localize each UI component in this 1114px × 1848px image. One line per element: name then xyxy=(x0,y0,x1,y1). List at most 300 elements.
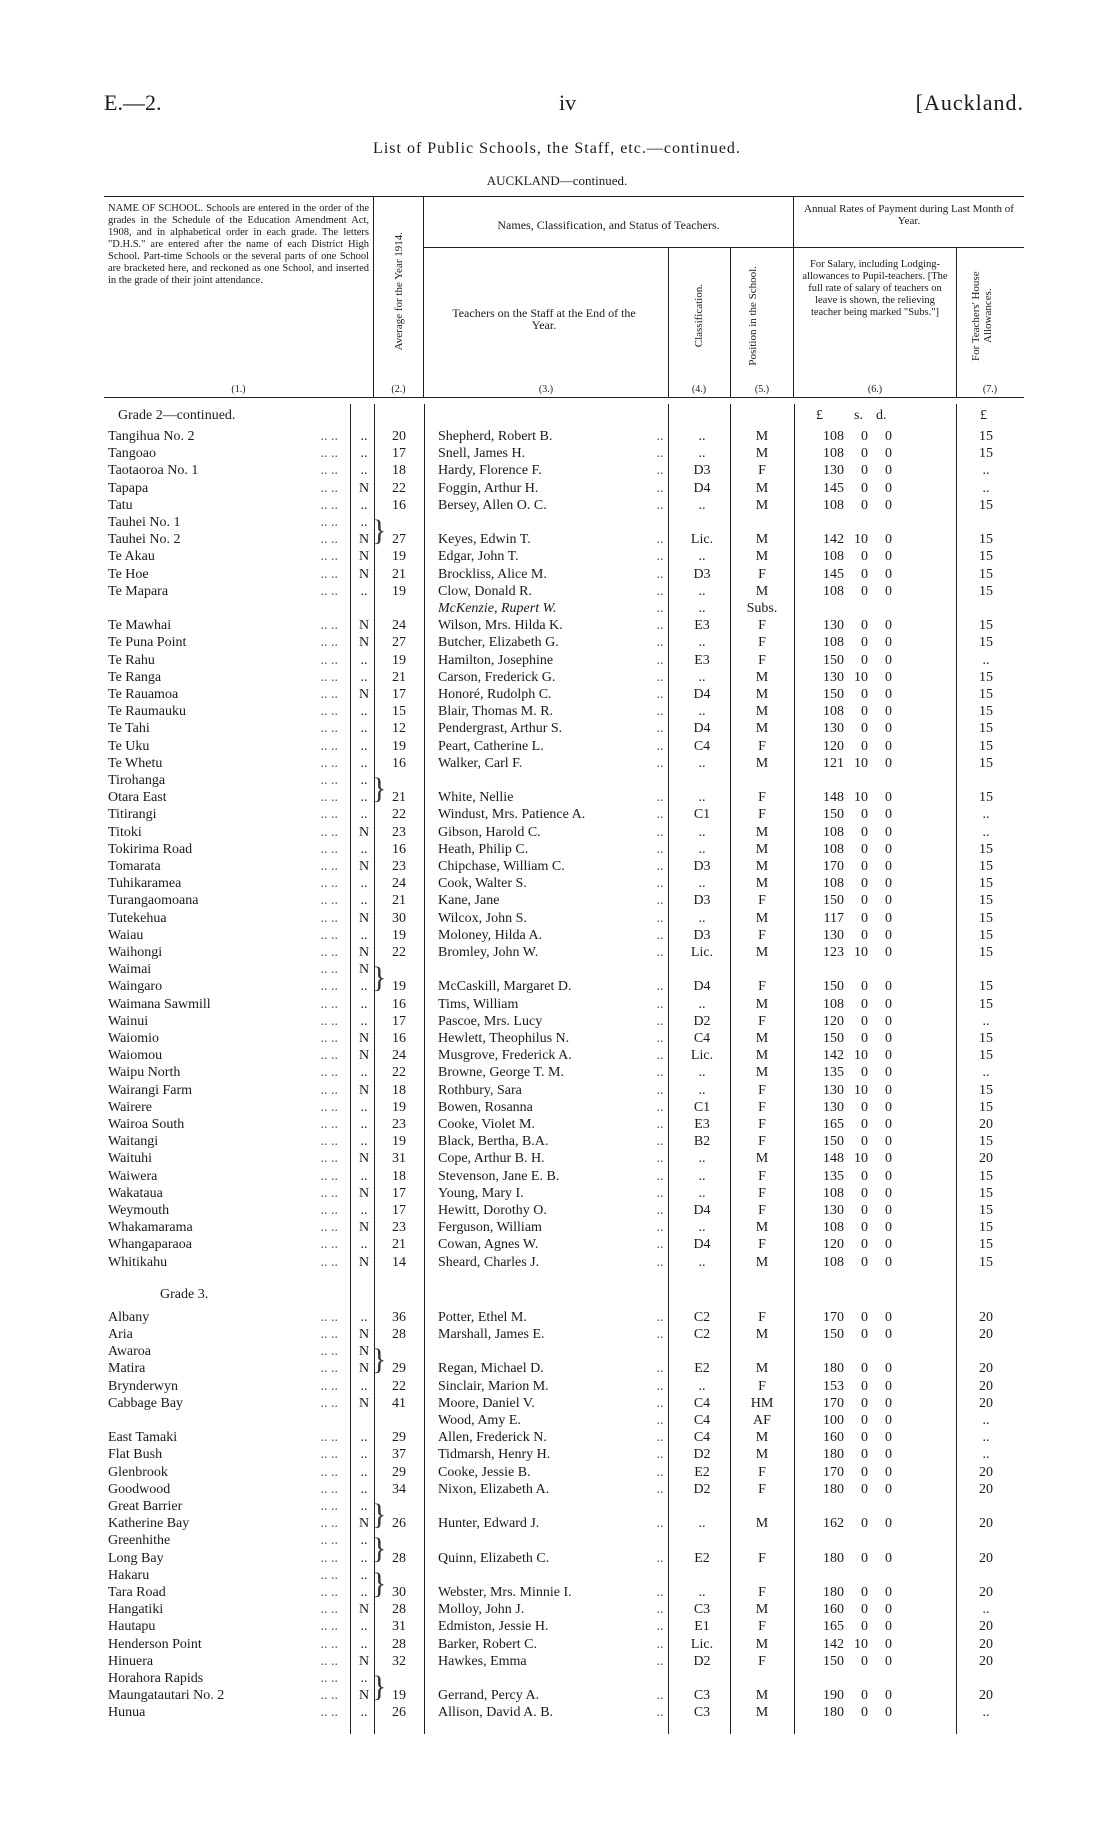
position: M xyxy=(755,480,769,496)
salary-pence: 0 xyxy=(885,996,892,1012)
salary-shillings: 0 xyxy=(861,1168,868,1184)
table-row xyxy=(104,1030,1024,1047)
dhs-mark: .. xyxy=(360,1378,368,1394)
house-allowance: 15 xyxy=(979,841,993,857)
salary-shillings: 0 xyxy=(861,1327,868,1342)
average-attendance: 36 xyxy=(392,1309,406,1325)
school-name: Tauhei No. 2 .. .. xyxy=(108,532,338,548)
average-attendance: 16 xyxy=(392,1031,406,1046)
position: F xyxy=(758,463,766,479)
position: F xyxy=(758,1117,766,1132)
school-name: Whangaparaoa .. .. xyxy=(108,1237,338,1253)
teacher-name: Foggin, Arthur H. xyxy=(438,480,539,496)
position: F xyxy=(758,635,766,651)
house-allowance: 15 xyxy=(979,1082,993,1098)
salary-shillings: 0 xyxy=(861,1099,868,1115)
dhs-mark: N xyxy=(358,1031,370,1046)
dhs-mark: .. xyxy=(360,1636,368,1652)
bracket-brace: } xyxy=(372,772,387,805)
table-row xyxy=(104,1687,1024,1704)
house-allowance: 15 xyxy=(979,669,993,685)
leader-dots: .. .. xyxy=(320,893,338,909)
teacher-name: Shepherd, Robert B. xyxy=(438,429,553,444)
salary-shillings: 0 xyxy=(861,1653,868,1669)
salary-shillings: 0 xyxy=(861,1237,868,1253)
average-attendance: 24 xyxy=(392,1048,406,1064)
table-row xyxy=(104,1236,1024,1253)
table-row xyxy=(104,1601,1024,1618)
house-allowance: 15 xyxy=(979,738,993,754)
salary-shillings: 0 xyxy=(861,841,868,857)
salary-pounds: 142 xyxy=(823,1048,844,1064)
leader-dots: .. .. xyxy=(320,1705,338,1721)
salary-pounds: 150 xyxy=(823,1327,844,1342)
salary-pence: 0 xyxy=(885,1134,892,1150)
position: M xyxy=(755,446,769,462)
position: M xyxy=(755,859,769,874)
teacher-name: Hewitt, Dorothy O. xyxy=(438,1203,547,1218)
table-row xyxy=(104,1202,1024,1219)
bracket-brace: } xyxy=(372,1670,387,1703)
teacher-name: Moloney, Hilda A. xyxy=(438,927,543,943)
leader-dots: .. .. xyxy=(320,497,338,513)
school-name: Katherine Bay .. .. xyxy=(108,1516,338,1532)
teacher-leader-dots: .. xyxy=(656,463,664,479)
leader-dots: .. .. xyxy=(320,549,338,565)
salary-pence: 0 xyxy=(885,1185,892,1201)
school-name: Waimai .. .. xyxy=(108,962,338,978)
school-name: Goodwood .. .. xyxy=(108,1481,338,1497)
col-name-header xyxy=(104,197,374,397)
position: M xyxy=(755,1430,769,1446)
table-row xyxy=(104,600,1024,617)
leader-dots: .. .. xyxy=(320,1499,338,1514)
classification: .. xyxy=(698,1516,706,1532)
salary-pence: 0 xyxy=(885,429,892,444)
average-attendance: 15 xyxy=(392,704,406,720)
classification: C4 xyxy=(693,1413,711,1428)
salary-pence: 0 xyxy=(885,721,892,737)
table-row xyxy=(104,703,1024,720)
salary-shillings: 0 xyxy=(861,1134,868,1150)
salary-pounds: 142 xyxy=(823,1636,844,1652)
salary-shillings: 0 xyxy=(861,1688,868,1704)
house-allowance: 20 xyxy=(979,1585,993,1600)
teacher-leader-dots: .. xyxy=(656,1013,664,1029)
teacher-name: Chipchase, William C. xyxy=(438,859,565,874)
classification: D4 xyxy=(693,480,711,496)
leader-dots: .. .. xyxy=(320,738,338,754)
table-row xyxy=(104,566,1024,583)
leader-dots: .. .. xyxy=(320,1151,338,1167)
table-row xyxy=(104,652,1024,669)
salary-pence: 0 xyxy=(885,1168,892,1184)
house-allowance: .. xyxy=(982,1413,990,1428)
school-name: Horahora Rapids .. .. xyxy=(108,1671,338,1686)
salary-pence: 0 xyxy=(885,1413,892,1428)
house-allowance: 15 xyxy=(979,1099,993,1115)
table-row xyxy=(104,428,1024,445)
classification: .. xyxy=(698,1151,706,1167)
position: M xyxy=(755,583,769,599)
dhs-mark: .. xyxy=(360,1550,368,1566)
average-attendance: 31 xyxy=(392,1151,406,1167)
table-row xyxy=(104,858,1024,875)
teacher-leader-dots: .. xyxy=(656,841,664,857)
salary-pounds: 160 xyxy=(823,1602,844,1618)
dhs-mark: .. xyxy=(360,738,368,754)
salary-shillings: 10 xyxy=(854,945,868,960)
salary-pence: 0 xyxy=(885,910,892,926)
teacher-leader-dots: .. xyxy=(656,652,664,668)
house-allowance: 20 xyxy=(979,1151,993,1167)
col-salary-num: (6.) xyxy=(867,384,883,395)
dhs-mark: .. xyxy=(360,807,368,823)
teacher-name: Moore, Daniel V. xyxy=(438,1395,535,1411)
house-allowance: .. xyxy=(982,1705,990,1721)
position: M xyxy=(755,1516,769,1532)
table-row xyxy=(104,978,1024,995)
dhs-mark: N xyxy=(358,1516,370,1532)
teacher-leader-dots: .. xyxy=(656,1203,664,1218)
table-row xyxy=(104,497,1024,514)
table-row xyxy=(104,1185,1024,1202)
classification: C2 xyxy=(693,1309,711,1325)
teacher-name: Sheard, Charles J. xyxy=(438,1254,540,1270)
school-name: Hautapu .. .. xyxy=(108,1619,338,1635)
house-allowance: 15 xyxy=(979,429,993,444)
teacher-name: Blair, Thomas M. R. xyxy=(438,704,554,720)
average-attendance: 17 xyxy=(392,446,406,462)
table-row xyxy=(104,1532,1024,1549)
house-allowance: 20 xyxy=(979,1309,993,1325)
salary-pence: 0 xyxy=(885,859,892,874)
classification: .. xyxy=(698,601,706,616)
dhs-mark: N xyxy=(358,1344,370,1360)
position: M xyxy=(755,549,769,565)
house-allowance: .. xyxy=(982,1013,990,1029)
teacher-leader-dots: .. xyxy=(656,790,664,806)
col-cls-num: (4.) xyxy=(691,384,707,395)
salary-pence: 0 xyxy=(885,1378,892,1394)
teacher-leader-dots: .. xyxy=(656,1117,664,1132)
salary-pounds: 108 xyxy=(823,635,844,651)
leader-dots: .. .. xyxy=(320,1185,338,1201)
salary-pence: 0 xyxy=(885,807,892,823)
school-name: Wairangi Farm .. .. xyxy=(108,1082,338,1098)
salary-pence: 0 xyxy=(885,652,892,668)
table-row xyxy=(104,927,1024,944)
school-name: Te Whetu .. .. xyxy=(108,755,338,771)
average-attendance: 17 xyxy=(392,1203,406,1218)
dhs-mark: .. xyxy=(360,1671,368,1686)
table-row xyxy=(104,1464,1024,1481)
school-name: Te Hoe .. .. xyxy=(108,566,338,582)
salary-shillings: 0 xyxy=(861,652,868,668)
leader-dots: .. .. xyxy=(320,1220,338,1236)
position: M xyxy=(755,1447,769,1463)
table-row xyxy=(104,1064,1024,1081)
table-row xyxy=(104,480,1024,497)
table-row xyxy=(104,1326,1024,1343)
dhs-mark: .. xyxy=(360,1013,368,1029)
salary-pence: 0 xyxy=(885,1447,892,1463)
dhs-mark: .. xyxy=(360,773,368,788)
leader-dots: .. .. xyxy=(320,755,338,771)
teacher-name: Ferguson, William xyxy=(438,1220,542,1236)
salary-pounds: 180 xyxy=(823,1361,844,1377)
salary-shillings: 0 xyxy=(861,1430,868,1446)
teacher-leader-dots: .. xyxy=(656,549,664,565)
grade3-heading: Grade 3. xyxy=(160,1286,209,1302)
dhs-mark: .. xyxy=(360,1619,368,1635)
average-attendance: 16 xyxy=(392,755,406,771)
table-row xyxy=(104,531,1024,548)
average-attendance: 22 xyxy=(392,807,406,823)
leader-dots: .. .. xyxy=(320,635,338,651)
col-teachers-text: Teachers on the Staff at the End of the Year. xyxy=(452,306,636,332)
position: F xyxy=(758,1134,766,1150)
average-attendance: 41 xyxy=(392,1395,406,1411)
salary-shillings: 10 xyxy=(854,1082,868,1098)
leader-dots: .. .. xyxy=(320,773,338,788)
teacher-name: Musgrove, Frederick A. xyxy=(438,1048,572,1064)
teacher-name: Molloy, John J. xyxy=(438,1602,525,1618)
dhs-mark: N xyxy=(358,635,370,651)
position: F xyxy=(758,1082,766,1098)
house-allowance: 15 xyxy=(979,1031,993,1046)
position: M xyxy=(755,1688,769,1704)
table-row xyxy=(104,1047,1024,1064)
salary-pounds: 150 xyxy=(823,652,844,668)
average-attendance: 27 xyxy=(392,532,406,548)
leader-dots: .. .. xyxy=(320,1533,338,1549)
grade2-heading: Grade 2—continued. xyxy=(118,408,236,423)
leader-dots: .. .. xyxy=(320,996,338,1012)
salary-pence: 0 xyxy=(885,566,892,582)
school-name: Albany .. .. xyxy=(108,1309,338,1325)
classification: D4 xyxy=(693,1203,711,1218)
salary-pounds: 153 xyxy=(823,1378,844,1394)
position: F xyxy=(758,979,766,995)
house-allowance: 15 xyxy=(979,790,993,806)
salary-pounds: 170 xyxy=(823,1395,844,1411)
teacher-name: Honoré, Rudolph C. xyxy=(438,687,552,702)
salary-shillings: 0 xyxy=(861,1585,868,1600)
salary-pounds: 120 xyxy=(823,1237,844,1253)
classification: E3 xyxy=(694,1117,710,1132)
average-attendance: 18 xyxy=(392,1082,406,1098)
table-row xyxy=(104,772,1024,789)
house-allowance: .. xyxy=(982,652,990,668)
teacher-name: Windust, Mrs. Patience A. xyxy=(438,807,586,823)
dhs-mark: N xyxy=(358,1602,370,1618)
classification: .. xyxy=(698,1254,706,1270)
house-allowance: .. xyxy=(982,807,990,823)
table-row xyxy=(104,1446,1024,1463)
classification: E2 xyxy=(694,1464,710,1480)
teacher-leader-dots: .. xyxy=(656,704,664,720)
average-attendance: 21 xyxy=(392,893,406,909)
school-name: Great Barrier .. .. xyxy=(108,1499,338,1514)
dhs-mark: N xyxy=(358,1151,370,1167)
position: F xyxy=(758,927,766,943)
salary-pounds: 130 xyxy=(823,721,844,737)
dhs-mark: .. xyxy=(360,721,368,737)
school-name: Tutekehua .. .. xyxy=(108,910,338,926)
leader-dots: .. .. xyxy=(320,1688,338,1704)
leader-dots: .. .. xyxy=(320,841,338,857)
house-allowance: 15 xyxy=(979,755,993,771)
teacher-leader-dots: .. xyxy=(656,687,664,702)
position: M xyxy=(755,910,769,926)
average-attendance: 16 xyxy=(392,996,406,1012)
house-allowance: 15 xyxy=(979,1254,993,1270)
salary-pence: 0 xyxy=(885,1430,892,1446)
leader-dots: .. .. xyxy=(320,480,338,496)
leader-dots: .. .. xyxy=(320,1309,338,1325)
district-label: [Auckland. xyxy=(915,90,1024,115)
bracket-brace: } xyxy=(372,514,387,547)
average-attendance: 21 xyxy=(392,669,406,685)
leader-dots: .. .. xyxy=(320,515,338,530)
leader-dots: .. .. xyxy=(320,1134,338,1150)
leader-dots: .. .. xyxy=(320,1585,338,1600)
teacher-name: Butcher, Elizabeth G. xyxy=(438,635,559,651)
dhs-mark: .. xyxy=(360,1481,368,1497)
classification: B2 xyxy=(693,1134,711,1150)
classification: Lic. xyxy=(690,1048,714,1064)
average-attendance: 14 xyxy=(392,1254,406,1270)
house-allowance: .. xyxy=(982,480,990,496)
school-name: Te Ranga .. .. xyxy=(108,669,338,685)
average-attendance: 28 xyxy=(392,1327,406,1342)
leader-dots: .. .. xyxy=(320,1117,338,1132)
leader-dots: .. .. xyxy=(320,1602,338,1618)
salary-pounds: 150 xyxy=(823,893,844,909)
position: F xyxy=(758,1099,766,1115)
teacher-name: Wilson, Mrs. Hilda K. xyxy=(438,618,563,634)
classification: D2 xyxy=(693,1013,711,1029)
leader-dots: .. .. xyxy=(320,859,338,874)
table-row xyxy=(104,1082,1024,1099)
dhs-mark: .. xyxy=(360,515,368,530)
school-name: Hangatiki .. .. xyxy=(108,1602,338,1618)
position: M xyxy=(755,721,769,737)
teacher-name: Hamilton, Josephine xyxy=(438,652,554,668)
house-allowance: 15 xyxy=(979,945,993,960)
teacher-name: Wood, Amy E. xyxy=(438,1413,521,1428)
salary-pounds: 130 xyxy=(823,1082,844,1098)
school-name: Tauhei No. 1 .. .. xyxy=(108,515,338,530)
teacher-name: Sinclair, Marion M. xyxy=(438,1378,549,1394)
table-row xyxy=(104,1254,1024,1271)
leader-dots: .. .. xyxy=(320,429,338,444)
dhs-mark: .. xyxy=(360,841,368,857)
position: F xyxy=(758,1185,766,1201)
table-row xyxy=(104,1618,1024,1635)
average-attendance: 19 xyxy=(392,979,406,995)
salary-pence: 0 xyxy=(885,1220,892,1236)
teacher-leader-dots: .. xyxy=(656,1619,664,1635)
leader-dots: .. .. xyxy=(320,962,338,978)
salary-pounds: 130 xyxy=(823,1203,844,1218)
leader-dots: .. .. xyxy=(320,446,338,462)
classification: D3 xyxy=(693,463,711,479)
average-attendance: 19 xyxy=(392,1134,406,1150)
leader-dots: .. .. xyxy=(320,532,338,548)
school-name: Maungatautari No. 2 .. .. xyxy=(108,1688,338,1704)
school-name: Waituhi .. .. xyxy=(108,1151,338,1167)
teacher-name: Barker, Robert C. xyxy=(438,1636,537,1652)
classification: .. xyxy=(698,446,706,462)
classification: .. xyxy=(698,790,706,806)
dhs-mark: N xyxy=(358,1220,370,1236)
salary-pounds: 108 xyxy=(823,1185,844,1201)
teacher-leader-dots: .. xyxy=(656,601,664,616)
salary-pence: 0 xyxy=(885,618,892,634)
salary-pounds: 148 xyxy=(823,790,844,806)
teacher-leader-dots: .. xyxy=(656,945,664,960)
table-row xyxy=(104,961,1024,978)
table-row xyxy=(104,1395,1024,1412)
average-attendance: 24 xyxy=(392,618,406,634)
dhs-mark: .. xyxy=(360,1237,368,1253)
col-pos-num: (5.) xyxy=(754,384,770,395)
average-attendance: 17 xyxy=(392,1013,406,1029)
table-row xyxy=(104,1150,1024,1167)
salary-pence: 0 xyxy=(885,1705,892,1721)
teacher-leader-dots: .. xyxy=(656,979,664,995)
house-allowance: 15 xyxy=(979,910,993,926)
teacher-leader-dots: .. xyxy=(656,824,664,840)
teacher-name: Cooke, Jessie B. xyxy=(438,1464,531,1480)
classification: .. xyxy=(698,996,706,1012)
salary-shillings: 10 xyxy=(854,532,868,548)
teacher-name: Brockliss, Alice M. xyxy=(438,566,547,582)
dhs-mark: .. xyxy=(360,463,368,479)
dhs-mark: .. xyxy=(360,1168,368,1184)
position: M xyxy=(755,687,769,702)
dhs-mark: .. xyxy=(360,1065,368,1081)
position: F xyxy=(758,618,766,634)
house-allowance: 20 xyxy=(979,1481,993,1497)
classification: D4 xyxy=(693,687,711,702)
house-allowance: .. xyxy=(982,1065,990,1081)
salary-pounds: 100 xyxy=(823,1413,844,1428)
teacher-leader-dots: .. xyxy=(656,1065,664,1081)
house-allowance: 15 xyxy=(979,721,993,737)
teacher-leader-dots: .. xyxy=(656,1237,664,1253)
salary-shillings: 0 xyxy=(861,1309,868,1325)
position: F xyxy=(758,1168,766,1184)
teacher-leader-dots: .. xyxy=(656,1309,664,1325)
position: M xyxy=(755,755,769,771)
house-allowance: 15 xyxy=(979,566,993,582)
salary-pence: 0 xyxy=(885,463,892,479)
position: F xyxy=(758,1619,766,1635)
classification: .. xyxy=(698,1185,706,1201)
salary-shillings: 0 xyxy=(861,979,868,995)
house-allowance: 20 xyxy=(979,1636,993,1652)
salary-shillings: 0 xyxy=(861,1516,868,1532)
salary-pence: 0 xyxy=(885,1237,892,1253)
teacher-leader-dots: .. xyxy=(656,1378,664,1394)
leader-dots: .. .. xyxy=(320,1395,338,1411)
leader-dots: .. .. xyxy=(320,618,338,634)
leader-dots: .. .. xyxy=(320,824,338,840)
dhs-mark: .. xyxy=(360,497,368,513)
